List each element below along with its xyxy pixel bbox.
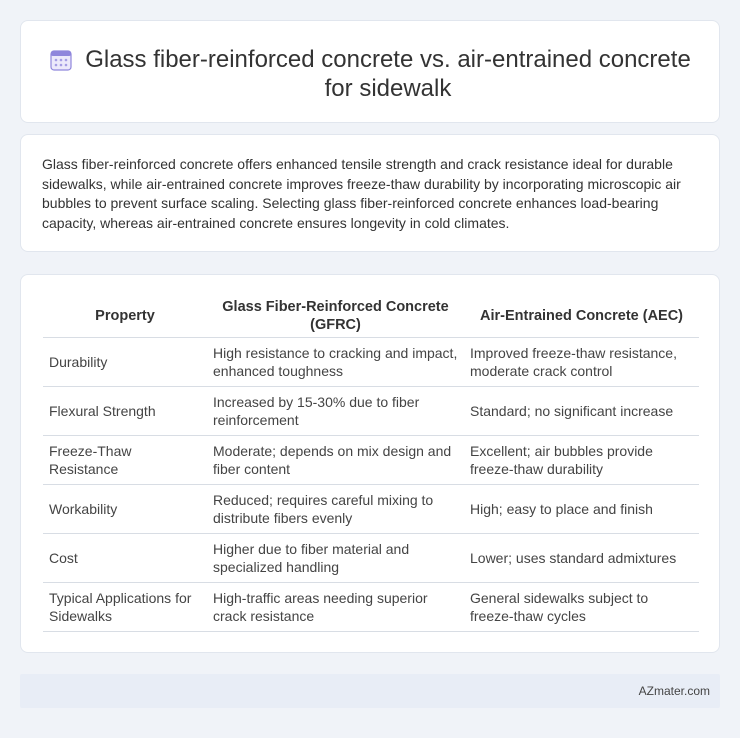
table-row xyxy=(43,435,699,484)
gfrc-cell: Increased by 15-30% due to fiber reinforcement xyxy=(207,386,464,435)
comparison-table xyxy=(43,295,699,632)
property-cell: Flexural Strength xyxy=(43,386,207,435)
aec-cell: General sidewalks subject to freeze-thaw cycles xyxy=(464,582,699,631)
table-header-row xyxy=(43,295,699,337)
footer-brand: AZmater.com xyxy=(638,684,710,698)
gfrc-cell: High resistance to cracking and impact, enhanced toughness xyxy=(207,337,464,386)
footer-bar xyxy=(20,674,720,708)
property-cell: Workability xyxy=(43,484,207,533)
table-row xyxy=(43,533,699,582)
property-cell: Durability xyxy=(43,337,207,386)
property-cell: Freeze-Thaw Resistance xyxy=(43,435,207,484)
table-row xyxy=(43,386,699,435)
aec-cell: High; easy to place and finish xyxy=(464,484,699,533)
aec-cell: Improved freeze-thaw resistance, moderate crack control xyxy=(464,337,699,386)
title-card xyxy=(20,20,720,123)
header-property: Property xyxy=(43,295,207,337)
table-row xyxy=(43,337,699,386)
gfrc-cell: Reduced; requires careful mixing to distribute fibers evenly xyxy=(207,484,464,533)
gfrc-cell: Moderate; depends on mix design and fiber content xyxy=(207,435,464,484)
header-gfrc: Glass Fiber-Reinforced Concrete (GFRC) xyxy=(207,295,464,337)
table-row xyxy=(43,582,699,631)
table-row xyxy=(43,484,699,533)
comparison-table-card xyxy=(20,274,720,653)
aec-cell: Lower; uses standard admixtures xyxy=(464,533,699,582)
page-title: Glass fiber-reinforced concrete vs. air-entrained concrete for sidewalk xyxy=(85,46,691,102)
gfrc-cell: High-traffic areas needing superior crack resistance xyxy=(207,582,464,631)
aec-cell: Excellent; air bubbles provide freeze-thaw durability xyxy=(464,435,699,484)
summary-text: Glass fiber-reinforced concrete offers enhanced tensile strength and crack resistance ideal for durable sidewalks, while air-entrained concrete improves freeze-thaw durability by incorporating microscopic air bubbles to prevent surface scaling. Selecting glass fiber-reinforced concrete enhances load-bearing capacity, whereas air-entrained concrete ensures longevity in cold climates. xyxy=(42,156,681,231)
gfrc-cell: Higher due to fiber material and specialized handling xyxy=(207,533,464,582)
property-cell: Cost xyxy=(43,533,207,582)
header-aec: Air-Entrained Concrete (AEC) xyxy=(464,295,699,337)
aec-cell: Standard; no significant increase xyxy=(464,386,699,435)
summary-card xyxy=(20,134,720,252)
property-cell: Typical Applications for Sidewalks xyxy=(43,582,207,631)
